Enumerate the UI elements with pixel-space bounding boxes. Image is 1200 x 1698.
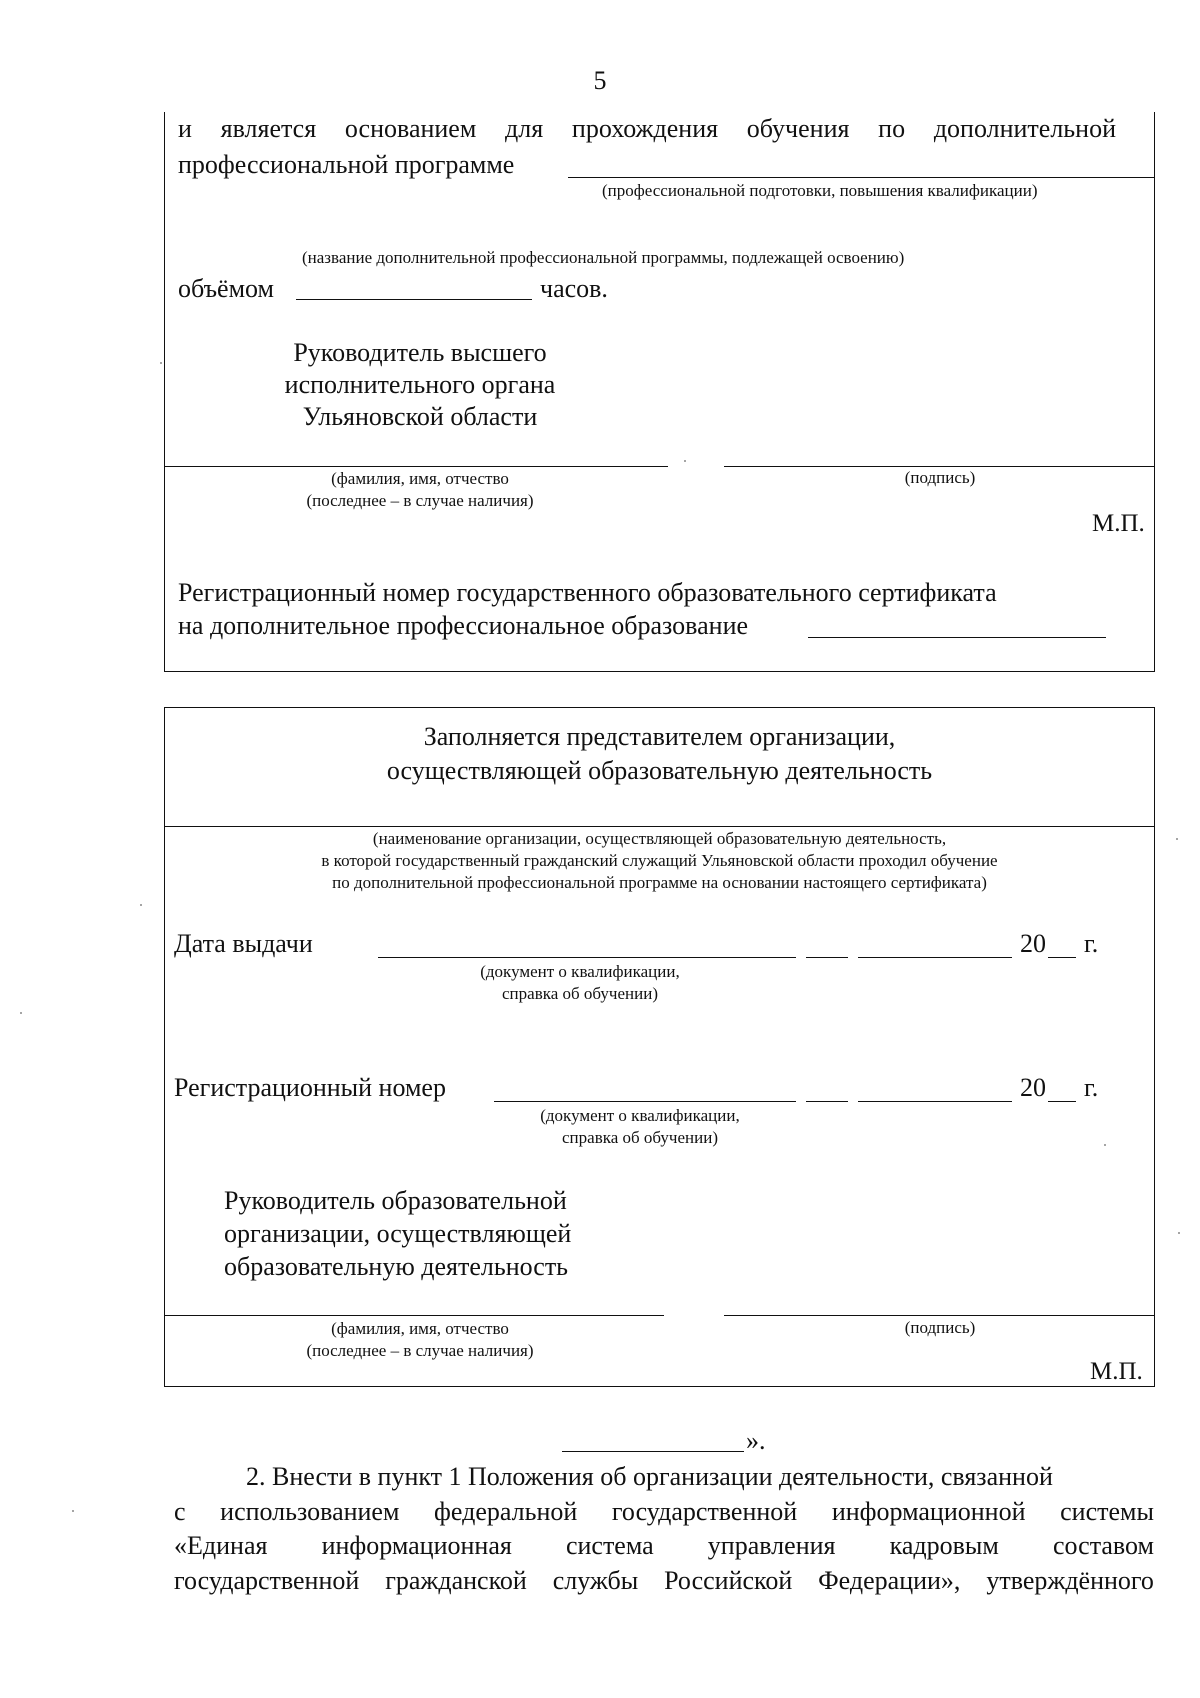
word: Российской: [664, 1566, 793, 1595]
word: основанием: [344, 114, 477, 143]
org-signature-field[interactable]: [724, 1315, 1155, 1316]
word: дополнительной: [933, 114, 1116, 143]
cert-box-right-border: [1154, 112, 1155, 672]
scan-speck: [140, 904, 142, 906]
page-number: 5: [593, 66, 607, 95]
org-header-divider: [164, 826, 1155, 827]
fio-hint-line: (фамилия, имя, отчество: [331, 469, 509, 488]
issue-document-hint: [430, 961, 730, 1005]
word: информационная: [321, 1531, 512, 1560]
scan-speck: [684, 460, 686, 462]
org-name-hint: [164, 828, 1155, 894]
scan-speck: [1104, 1144, 1106, 1146]
stamp-mark: М.П.: [1092, 510, 1145, 537]
volume-label: объёмом: [178, 274, 274, 303]
word: «Единая: [174, 1531, 268, 1560]
word: с: [174, 1497, 186, 1526]
fio-hint: [240, 468, 600, 512]
paragraph-2-line3: [174, 1531, 1154, 1561]
word: обучения: [746, 114, 850, 143]
volume-unit: часов.: [540, 274, 608, 303]
word: Федерации»,: [818, 1566, 961, 1595]
issue-document-hint-line: справка об обучении): [502, 984, 658, 1003]
paragraph-2-line2: [174, 1497, 1154, 1527]
reg-number-line2: на дополнительное профессиональное образование: [178, 611, 749, 640]
issue-document-field[interactable]: [378, 957, 796, 958]
signature-hint: (подпись): [904, 468, 976, 487]
scan-speck: [1176, 838, 1178, 840]
org-head-title-line: Руководитель образовательной: [224, 1186, 567, 1215]
org-fio-hint: [240, 1318, 600, 1362]
cert-text-line1: [178, 114, 1116, 144]
word: для: [505, 114, 544, 143]
word: системы: [1060, 1497, 1154, 1526]
closing-quote: ».: [746, 1426, 766, 1455]
paragraph-2-line4: [174, 1566, 1154, 1596]
org-box: [164, 707, 1155, 1387]
scan-speck: [160, 362, 162, 364]
word: по: [878, 114, 906, 143]
scan-speck: [72, 1510, 74, 1512]
org-fio-hint-line: (фамилия, имя, отчество: [331, 1319, 509, 1338]
reg-number-line1: Регистрационный номер государственного образовательного сертификата: [178, 578, 997, 607]
reg-year-prefix: 20: [1020, 1073, 1046, 1102]
org-name-hint-line: по дополнительной профессиональной программе на основании настоящего сертификата): [332, 873, 987, 892]
scan-speck: [1178, 1232, 1180, 1234]
word: гражданской: [385, 1566, 527, 1595]
org-head-title: [224, 1184, 571, 1283]
org-header-line: Заполняется представителем организации,: [423, 722, 896, 751]
org-header-line: осуществляющей образовательную деятельность: [386, 756, 933, 785]
issue-day-field[interactable]: [806, 957, 848, 958]
reg-document-hint-line: справка об обучении): [562, 1128, 718, 1147]
fio-hint-line: (последнее – в случае наличия): [306, 491, 534, 510]
org-header: [164, 720, 1155, 788]
reg-number-label: Регистрационный номер: [174, 1073, 446, 1102]
org-fio-hint-line: (последнее – в случае наличия): [306, 1341, 534, 1360]
word: управления: [707, 1531, 836, 1560]
word: государственной: [174, 1566, 360, 1595]
program-label: профессиональной программе: [178, 150, 515, 179]
head-title-line: Руководитель высшего: [293, 338, 547, 367]
reg-document-field[interactable]: [494, 1101, 796, 1102]
volume-hours-field[interactable]: [296, 299, 532, 300]
issue-document-hint-line: (документ о квалификации,: [480, 962, 680, 981]
word: федеральной: [434, 1497, 578, 1526]
org-name-hint-line: (наименование организации, осуществляющей образовательную деятельность,: [372, 829, 947, 848]
issue-date-label: Дата выдачи: [174, 929, 313, 958]
program-type-field[interactable]: [568, 177, 1154, 178]
fio-field[interactable]: [164, 466, 668, 467]
program-type-hint: (профессиональной подготовки, повышения квалификации): [602, 181, 1038, 200]
issue-year-suffix: г.: [1084, 929, 1099, 958]
reg-day-field[interactable]: [806, 1101, 848, 1102]
org-head-title-line: образовательную деятельность: [224, 1252, 569, 1281]
program-name-hint: (название дополнительной профессиональной программы, подлежащей освоению): [302, 248, 905, 267]
issue-year-prefix: 20: [1020, 929, 1046, 958]
cert-box-bottom-border: [164, 671, 1155, 672]
word: прохождения: [571, 114, 719, 143]
issue-year-field[interactable]: [1048, 957, 1076, 958]
head-title: [230, 337, 610, 433]
reg-number-field[interactable]: [808, 637, 1106, 638]
head-title-line: Ульяновской области: [302, 402, 538, 431]
org-head-title-line: организации, осуществляющей: [224, 1219, 572, 1248]
word: является: [220, 114, 317, 143]
word: службы: [552, 1566, 639, 1595]
closing-blank-line: [562, 1451, 744, 1452]
issue-month-field[interactable]: [858, 957, 1012, 958]
org-fio-field[interactable]: [164, 1315, 664, 1316]
reg-month-field[interactable]: [858, 1101, 1012, 1102]
scan-speck: [20, 1012, 22, 1014]
reg-document-hint-line: (документ о квалификации,: [540, 1106, 740, 1125]
word: использованием: [220, 1497, 400, 1526]
org-signature-hint: (подпись): [904, 1318, 976, 1337]
cert-box-left-border: [164, 112, 165, 672]
reg-year-suffix: г.: [1084, 1073, 1099, 1102]
signature-field[interactable]: [724, 466, 1154, 467]
paragraph-2-line1: 2. Внести в пункт 1 Положения об организации деятельности, связанной: [246, 1462, 1053, 1491]
head-title-line: исполнительного органа: [284, 370, 556, 399]
reg-year-field[interactable]: [1048, 1101, 1076, 1102]
word: система: [565, 1531, 654, 1560]
word: утверждённого: [986, 1566, 1154, 1595]
word: кадровым: [889, 1531, 999, 1560]
word: составом: [1052, 1531, 1154, 1560]
org-name-hint-line: в которой государственный гражданский служащий Ульяновской области проходил обучение: [321, 851, 998, 870]
reg-document-hint: [490, 1105, 790, 1149]
org-stamp-mark: М.П.: [1090, 1358, 1143, 1385]
word: и: [178, 114, 192, 143]
word: государственной: [611, 1497, 798, 1526]
word: информационной: [831, 1497, 1026, 1526]
